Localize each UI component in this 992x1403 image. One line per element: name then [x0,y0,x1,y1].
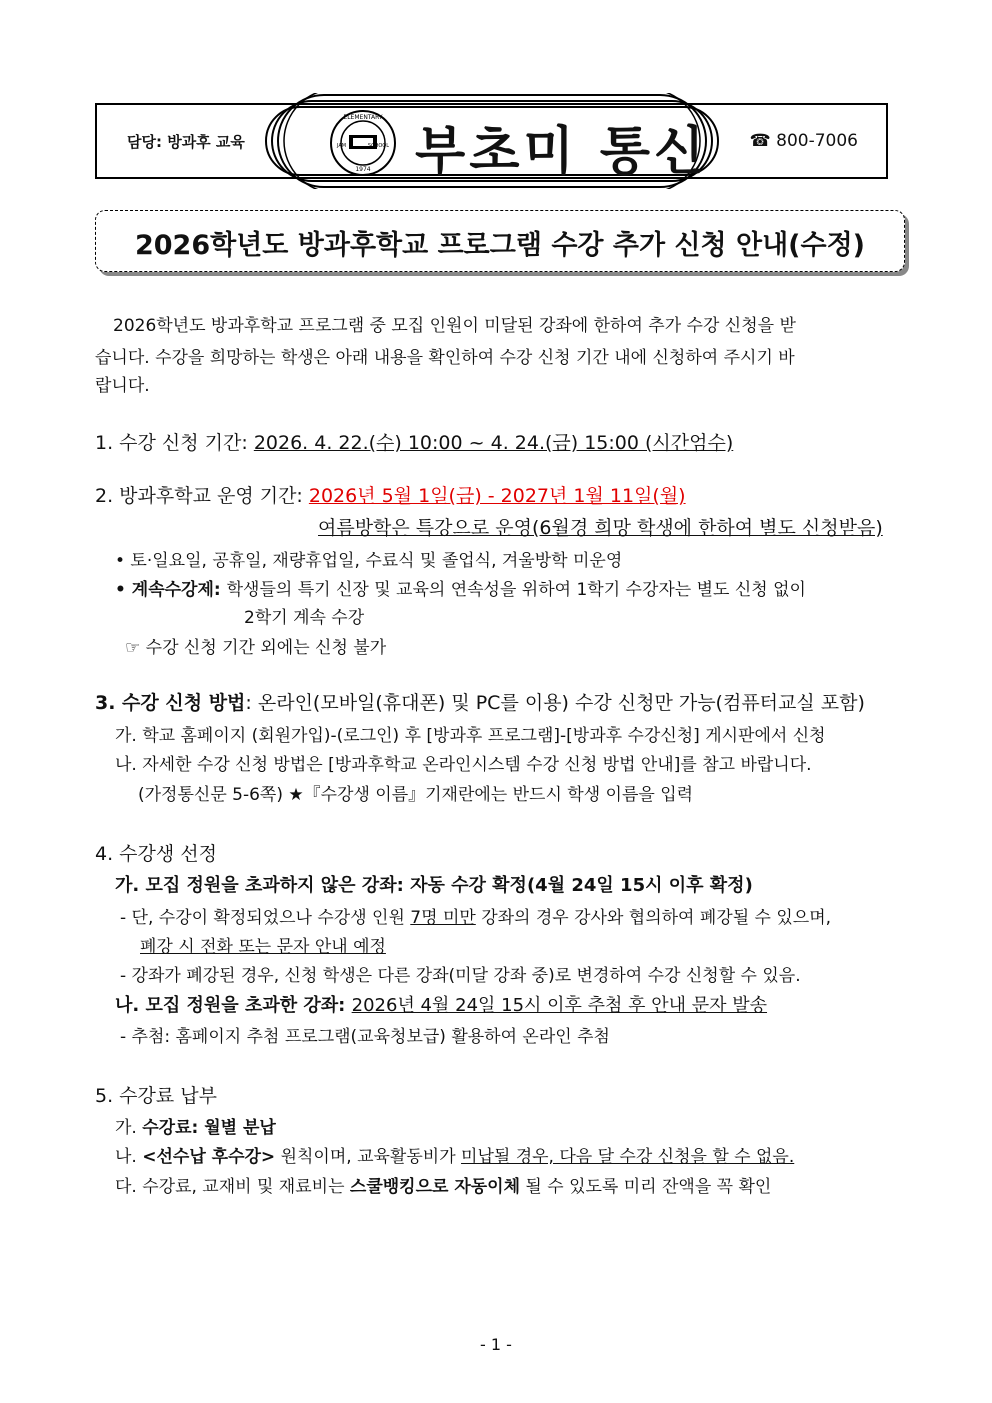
intro-line-3: 랍니다. [95,376,150,396]
section-4-label: 4. 수강생 선정 [95,843,217,865]
summer-notice: 여름방학은 특강으로 운영(6월경 희망 학생에 한하여 별도 신청받음) [318,517,883,539]
application-period: 2026. 4. 22.(수) 10:00 ~ 4. 24.(금) 15:00 (시간엄수) [253,432,734,454]
section-3 [95,688,865,715]
intro-line-2: 습니다. 수강을 희망하는 학생은 아래 내용을 확인하여 수강 신청 기간 내에 신청하여 주시기 바 [95,348,795,368]
fee-monthly: 수강료: 월별 분납 [142,1118,276,1138]
section-3-text: : 온라인(모바일(휴대폰) 및 PC를 이용) 수강 신청만 가능(컴퓨터교실 포함) [245,692,865,714]
continuous-enrollment-text: 학생들의 특기 신장 및 교육의 연속성을 위하여 1학기 수강자는 별도 신청 없이 [226,580,806,600]
logo-text-top: ELEMENTARY [343,114,383,121]
prepay-principle: <선수납 후수강> [142,1147,276,1167]
logo-text-right: SCHOOL [367,143,389,149]
section-1 [95,428,733,455]
continuous-enrollment-bullet [115,575,806,600]
unpaid-warning: 미납될 경우, 다음 달 수강 신청을 할 수 없음. [461,1147,795,1167]
section-3-label: 3. 수강 신청 방법 [95,692,246,714]
continuous-enrollment-cont: 2학기 계속 수강 [244,608,365,628]
section-3-b: 나. 자세한 수강 신청 방법은 [방과후학교 온라인시스템 수강 신청 방법 안내]를 참고 바랍니다. [115,755,812,775]
section-4-b [115,991,767,1017]
section-5-a-pre: 가. [115,1118,143,1138]
section-3-b-note: (가정통신문 5-6쪽) ★『수강생 이름』기재란에는 반드시 학생 이름을 입력 [138,785,694,805]
newsletter-header [95,103,888,182]
closed-days-bullet: • 토·일요일, 공휴일, 재량휴업일, 수료식 및 졸업식, 겨울방학 미운영 [115,551,623,571]
notice-title-box [95,210,905,272]
section-5-b [115,1142,794,1167]
section-3-a: 가. 학교 홈페이지 (회원가입)-(로그인) 후 [방과후 프로그램]-[방과후 수강신청] 게시판에서 신청 [115,726,826,746]
section-4-b-1: - 추첨: 홈페이지 추첨 프로그램(교육청보급) 활용하여 온라인 추첨 [120,1027,610,1047]
newsletter-title: 부초미 통신 [415,122,709,182]
min-enrollment: 7명 미만 [410,908,476,928]
section-5-b-pre: 나. [115,1147,143,1167]
section-4-a-1-cont: 폐강 시 전화 또는 문자 안내 예정 [140,937,386,957]
school-logo [329,109,397,177]
page-number: - 1 - [480,1335,512,1354]
section-4-a-value: 자동 수강 확정(4월 24일 15시 이후 확정) [410,875,753,896]
logo-text-left: JAM [337,143,347,149]
section-5-c-pre: 다. 수강료, 교재비 및 재료비는 [115,1177,350,1197]
operation-period: 2026년 5월 1일(금) - 2027년 1월 11일(월) [308,485,686,507]
notice-title: 2026학년도 방과후학교 프로그램 수강 추가 신청 안내(수정) [134,230,866,261]
section-2-label: 2. 방과후학교 운영 기간: [95,485,309,507]
section-4-b-label: 나. 모집 정원을 초과한 강좌: [115,995,352,1016]
section-5-label: 5. 수강료 납부 [95,1085,217,1107]
section-4-a-label: 가. 모집 정원을 초과하지 않은 강좌: [115,875,411,896]
section-4-a-1 [120,903,831,928]
period-note: ☞ 수강 신청 기간 외에는 신청 불가 [125,638,387,658]
continuous-enrollment-label: • 계속수강제: [115,580,227,600]
section-5-b-mid: 원칙이며, 교육활동비가 [275,1147,462,1167]
section-4-a [115,871,753,897]
section-4-b-value: 2026년 4월 24일 15시 이후 추첨 후 안내 문자 발송 [351,995,768,1016]
section-4-a-1-pre: - 단, 수강이 확정되었으나 수강생 인원 [120,908,411,928]
auto-transfer: 스쿨뱅킹으로 자동이체 [349,1177,521,1197]
section-5-c-post: 될 수 있도록 미리 잔액을 꼭 확인 [520,1177,772,1197]
contact-label: 담당: 방과후 교육 [127,133,245,151]
section-4-a-2: - 강좌가 폐강된 경우, 신청 학생은 다른 강좌(미달 강좌 중)로 변경하여 수강 신청할 수 있음. [120,966,801,986]
section-5-c [115,1172,771,1197]
phone-number: ☎ 800-7006 [749,131,858,151]
logo-text-year: 1974 [355,166,371,173]
intro-line-1: 2026학년도 방과후학교 프로그램 중 모집 인원이 미달된 강좌에 한하여 추가 수강 신청을 받 [113,316,796,336]
section-2 [95,481,686,508]
section-4-a-1-post: 강좌의 경우 강사와 협의하여 폐강될 수 있으며, [475,908,832,928]
section-5-a [115,1113,276,1138]
section-1-label: 1. 수강 신청 기간: [95,432,254,454]
